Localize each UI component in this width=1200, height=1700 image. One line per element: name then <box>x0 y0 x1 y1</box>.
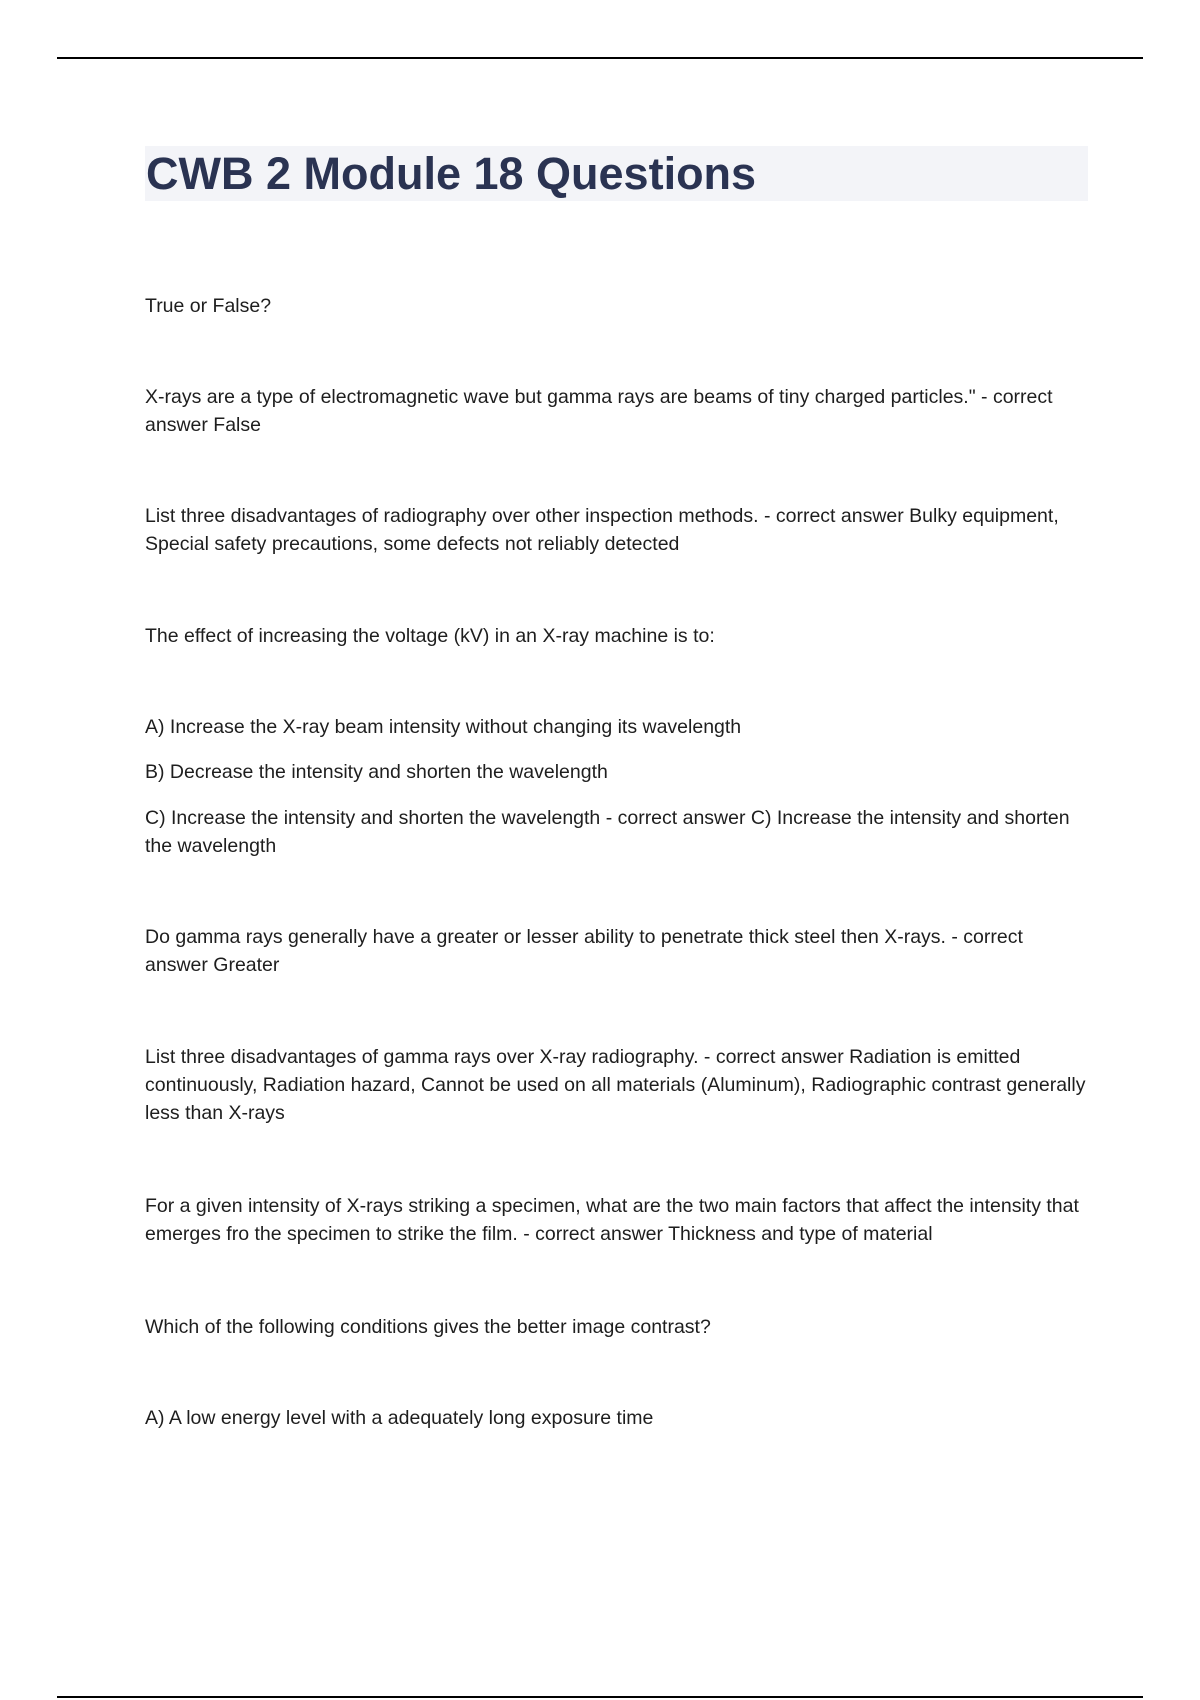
paragraph-radiography-disadvantages: List three disadvantages of radiography over other inspection methods. - correct answer Bulky equipment, Special safety precautions, some defects not reliably detected <box>145 505 1059 555</box>
paragraph-contrast-option-a: A) A low energy level with a adequately long exposure time <box>145 1407 654 1429</box>
paragraph-option-c: C) Increase the intensity and shorten the wavelength - correct answer C) Increase the intensity and shorten the wavelength <box>145 807 1070 857</box>
top-rule <box>57 57 1143 59</box>
document-title: CWB 2 Module 18 Questions <box>146 148 757 199</box>
paragraph-xrays-question: X-rays are a type of electromagnetic wave but gamma rays are beams of tiny charged particles." - correct answer False <box>145 386 1053 436</box>
paragraph-true-or-false: True or False? <box>145 295 272 317</box>
paragraph-gamma-disadvantages: List three disadvantages of gamma rays over X-ray radiography. - correct answer Radiation is emitted continuously, Radiation hazard, Cannot be used on all materials (Aluminum), Radiographic contrast generally less than X-rays <box>145 1046 1086 1124</box>
paragraph-contrast-question: Which of the following conditions gives the better image contrast? <box>145 1316 711 1338</box>
paragraph-voltage-question: The effect of increasing the voltage (kV) in an X-ray machine is to: <box>145 625 715 647</box>
paragraph-option-b: B) Decrease the intensity and shorten the wavelength <box>145 761 608 783</box>
bottom-rule <box>57 1696 1143 1698</box>
paragraph-gamma-penetration: Do gamma rays generally have a greater or lesser ability to penetrate thick steel then X-rays. - correct answer Greater <box>145 926 1023 976</box>
paragraph-intensity-factors: For a given intensity of X-rays striking a specimen, what are the two main factors that affect the intensity that emerges fro the specimen to strike the film. - correct answer Thickness and type of material <box>145 1195 1079 1245</box>
paragraph-option-a: A) Increase the X-ray beam intensity without changing its wavelength <box>145 716 742 738</box>
